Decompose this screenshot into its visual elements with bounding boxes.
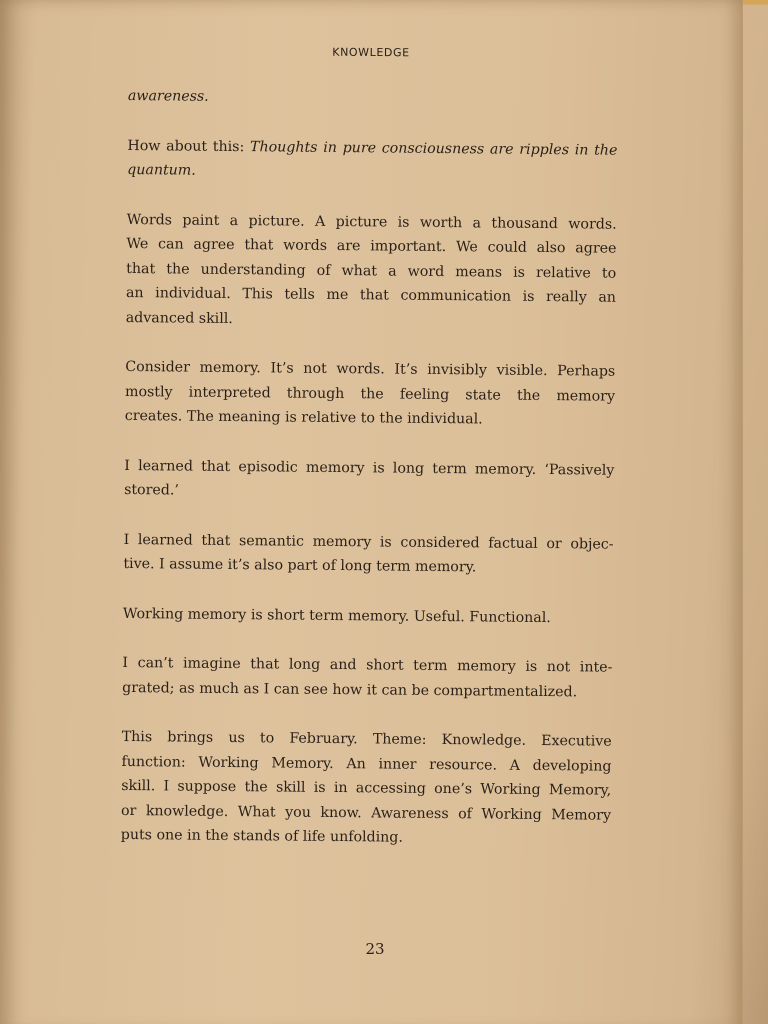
text-line: I learned that episodic memory is long term memory. ‘Passively	[124, 457, 615, 479]
paragraph-2	[127, 133, 617, 187]
text-segment: How about this:	[127, 137, 251, 155]
paragraph-5	[124, 453, 614, 507]
paragraph-4	[125, 355, 616, 433]
running-head: KNOWLEDGE	[332, 45, 410, 60]
text-line: tive. I assume it’s also part of long term memory.	[123, 555, 477, 576]
paragraph-6	[123, 527, 613, 581]
paragraph-9	[121, 725, 612, 852]
text-line: mostly interpreted through the feeling state the memory	[124, 383, 616, 405]
text-line: an individual. This tells me that communication is really an	[125, 284, 617, 306]
text-line: grated; as much as I can see how it can be compartmentalized.	[122, 679, 578, 700]
page-number: 23	[365, 940, 385, 958]
paragraph-1	[128, 84, 618, 113]
text-line: creates. The meaning is relative to the individual.	[124, 407, 483, 428]
text-line: or knowledge. What you know. Awareness of Working Memory	[120, 802, 612, 824]
text-line: that the understanding of what a word means is relative to	[126, 260, 617, 282]
text-line: We can agree that words are important. We could also agree	[126, 235, 617, 257]
text-line: Words paint a picture. A picture is worth a thousand words.	[126, 211, 617, 233]
text-line: quantum.	[127, 161, 196, 179]
text-line: This brings us to February. Theme: Knowledge. Executive	[121, 728, 612, 750]
text-line: stored.’	[124, 481, 179, 499]
text-line: skill. I suppose the skill is in accessing one’s Working Memory,	[121, 777, 612, 799]
text-line: advanced skill.	[125, 309, 233, 327]
text-segment-italic: Thoughts in pure consciousness are ripples in the	[249, 138, 618, 159]
text-line: function: Working Memory. An inner resource. A developing	[121, 753, 612, 775]
text-line	[127, 133, 617, 162]
text-line: Working memory is short term memory. Useful. Functional.	[122, 605, 551, 626]
body-text	[120, 84, 618, 877]
paragraph-3	[126, 207, 617, 334]
paragraph-8	[122, 651, 612, 705]
text-line: Consider memory. It’s not words. It’s invisibly visible. Perhaps	[125, 358, 616, 380]
paragraph-7	[123, 601, 613, 630]
text-line: I can’t imagine that long and short term memory is not inte-	[122, 654, 613, 676]
text-line: I learned that semantic memory is considered factual or objec-	[123, 531, 614, 553]
text-line: awareness.	[127, 87, 209, 105]
text-line: puts one in the stands of life unfolding.	[120, 826, 404, 846]
